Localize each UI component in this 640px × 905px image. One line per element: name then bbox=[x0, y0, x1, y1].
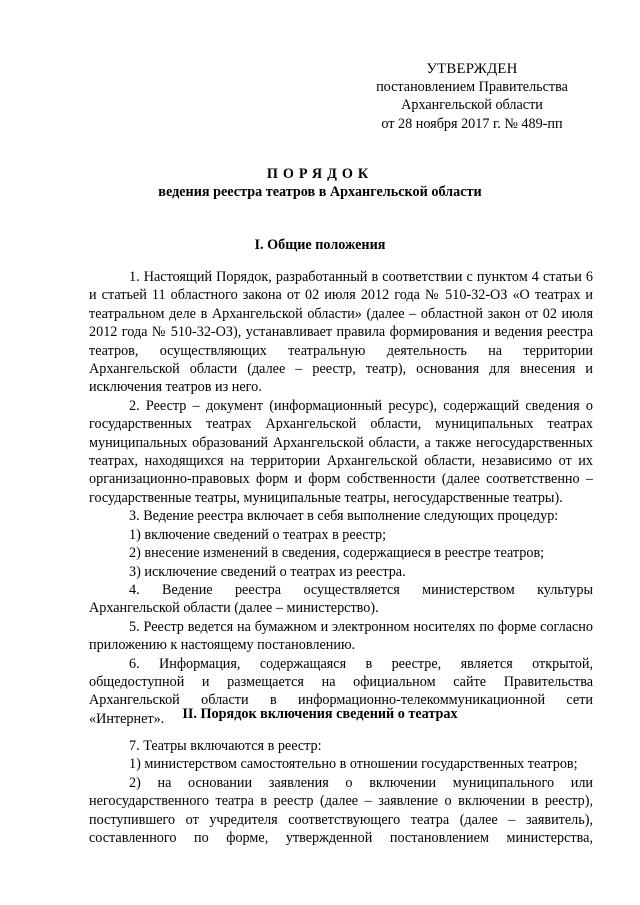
approval-line-1: постановлением Правительства bbox=[376, 79, 568, 96]
approval-line-2: Архангельской области bbox=[401, 97, 543, 114]
list-item-1: 1) включение сведений о театрах в реестр; bbox=[129, 526, 387, 543]
paragraph-5: 5. Реестр ведется на бумажном и электронном носителях по форме согласно приложению к настоящему постановлению. bbox=[89, 618, 593, 654]
list-item-4: 1) министерством самостоятельно в отношении государственных театров; bbox=[129, 756, 578, 773]
approval-heading: УТВЕРЖДЕН bbox=[426, 61, 518, 77]
list-item-5: 2) на основании заявления о включении муниципального или негосударственного театра в реестр (далее – заявление о включении в реестр), поступившего от учредителя соответствующего театра (далее – заявитель), составленного по форме, утвержденной постановлением министерства, bbox=[89, 774, 593, 847]
paragraph-3: 3. Ведение реестра включает в себя выполнение следующих процедур: bbox=[129, 508, 559, 525]
paragraph-7: 7. Театры включаются в реестр: bbox=[129, 738, 322, 754]
approval-stamp bbox=[352, 60, 592, 133]
paragraph-2: 2. Реестр – документ (информационный ресурс), содержащий сведения о государственных театрах Архангельской области, муниципальных театрах муниципальных образований Архангельской области, а также негосударственных театрах, находящихся на территории Архангельской области, независимо от их организационно-правовых форм и форм собственности (далее соответственно – государственные театры, муниципальные театры, негосударственные театры). bbox=[89, 397, 593, 506]
document-title bbox=[0, 165, 640, 201]
paragraph-4: 4. Ведение реестра осуществляется министерством культуры Архангельской области (далее – министерство). bbox=[89, 581, 593, 617]
title-subtitle: ведения реестра театров в Архангельской области bbox=[158, 184, 482, 200]
paragraph-1: 1. Настоящий Порядок, разработанный в соответствии с пунктом 4 статьи 6 и статьей 11 областного закона от 02 июля 2012 года № 510-32-ОЗ «О театрах и театральном деле в Архангельской области» (далее – областной закон от 02 июля 2012 года № 510-32-ОЗ), устанавливает правила формирования и ведения реестра театров, осуществляющих театральную деятельность на территории Архангельской области (далее – реестр, театр), основания для внесения и исключения театров из него. bbox=[89, 269, 593, 396]
section-2-heading: II. Порядок включения сведений о театрах bbox=[182, 706, 458, 722]
section-1-heading: I. Общие положения bbox=[254, 237, 386, 253]
paragraph-6: 6. Информация, содержащаяся в реестре, является открытой, общедоступной и размещается на официальном сайте Правительства Архангельской области в информационно-телекоммуникационной сети «Интернет». bbox=[89, 655, 593, 727]
section-2-body bbox=[89, 737, 593, 847]
section-1-body bbox=[89, 268, 593, 728]
title-main: ПОРЯДОК bbox=[266, 166, 374, 182]
list-item-3: 3) исключение сведений о театрах из реестра. bbox=[129, 563, 406, 580]
approval-line-3: от 28 ноября 2017 г. № 489-пп bbox=[381, 115, 563, 132]
list-item-2: 2) внесение изменений в сведения, содержащиеся в реестре театров; bbox=[129, 545, 545, 562]
